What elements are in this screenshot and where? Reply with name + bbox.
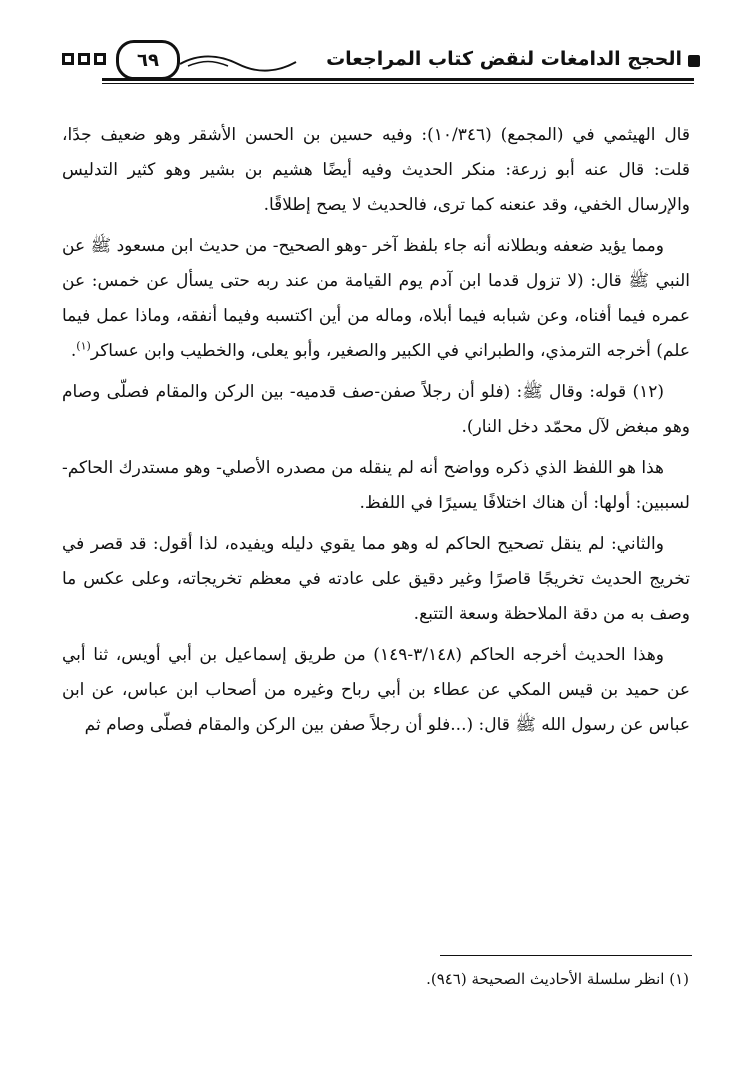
footnote-reference: (١) bbox=[76, 339, 91, 353]
paragraph: (١٢) قوله: وقال ﷺ: (فلو أن رجلاً صفن-صف قدميه- بين الركن والمقام فصلّى وصام وهو مبغض لآل محمّد دخل النار). bbox=[62, 382, 690, 437]
footnote: (١) انظر سلسلة الأحاديث الصحيحة (٩٤٦). bbox=[426, 970, 689, 988]
page-header bbox=[66, 40, 694, 86]
paragraph: وهذا الحديث أخرجه الحاكم (٣/١٤٨-١٤٩) من طريق إسماعيل بن أبي أويس، ثنا أبي عن حميد بن قيس المكي عن عطاء بن أبي رباح وغيره من أصحاب ابن عباس، عن ابن عباس عن رسول الله ﷺ قال: (...فلو أن رجلاً صفن بين الركن والمقام فصلّى وصام ثم bbox=[62, 645, 690, 735]
paragraph: قال الهيثمي في (المجمع) (١٠/٣٤٦): وفيه حسين بن الحسن الأشقر وهو ضعيف جدًا، قلت: قال عنه أبو زرعة: منكر الحديث وفيه أيضًا هشيم بن بشير وهو كثير التدليس والإرسال الخفي، وقد عنعنه كما ترى، فالحديث لا يصح إطلاقًا. bbox=[62, 125, 690, 215]
header-rule bbox=[102, 78, 694, 81]
page-number-text: ٦٩ bbox=[137, 49, 159, 71]
paragraph-text: ومما يؤيد ضعفه وبطلانه أنه جاء بلفظ آخر -وهو الصحيح- من حديث ابن مسعود ﷺ عن النبي ﷺ قال: (لا تزول قدما ابن آدم يوم القيامة من عند ربه حتى يسأل عن خمس: عن عمره فيما أفناه، وعن شبابه فيما أبلاه، وماله من أين اكتسبه وفيما أنفقه، وماذا عمل فيما علم) أخرجه الترمذي، والطبراني في الكبير والصغير، وأبو يعلى، والخطيب وابن عساكر bbox=[62, 236, 690, 361]
paragraph: والثاني: لم ينقل تصحيح الحاكم له وهو مما يقوي دليله ويفيده، لذا أقول: قد قصر في تخريج الحديث تخريجًا قاصرًا وغير دقيق على عادته في معظم تخريجاته، وعلى عكس ما وصف به من دقة الملاحظة وسعة التتبع. bbox=[62, 534, 690, 624]
header-rule-thin bbox=[102, 83, 694, 84]
footnote-divider bbox=[440, 955, 692, 956]
page-number bbox=[116, 40, 180, 80]
running-title: الحجج الدامغات لنقض كتاب المراجعات bbox=[326, 48, 682, 70]
paragraph: هذا هو اللفظ الذي ذكره وواضح أنه لم ينقله من مصدره الأصلي- وهو مستدرك الحاكم- لسببين: أولها: أن هناك اختلافًا يسيرًا في اللفظ. bbox=[62, 458, 690, 513]
flourish-icon bbox=[178, 52, 298, 72]
main-text bbox=[62, 118, 690, 749]
title-marker-icon bbox=[688, 55, 700, 67]
ornament-icon bbox=[60, 50, 110, 68]
paragraph-end: . bbox=[70, 341, 77, 361]
paragraph bbox=[62, 229, 690, 369]
